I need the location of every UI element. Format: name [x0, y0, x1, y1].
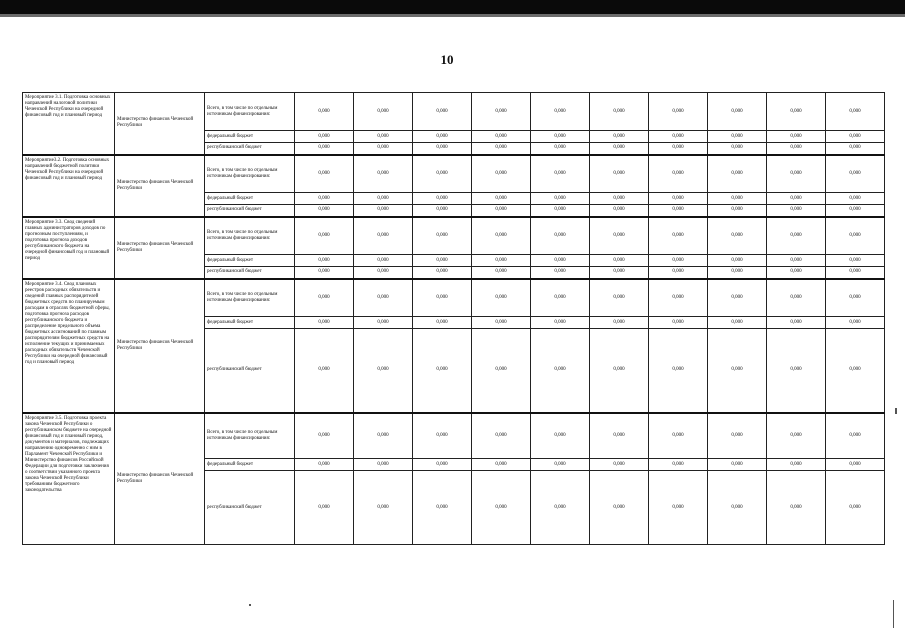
amount-cell: 0,000 — [295, 267, 354, 279]
amount-cell: 0,000 — [354, 131, 413, 143]
amount-cell: 0,000 — [472, 205, 531, 217]
amount-cell: 0,000 — [708, 131, 767, 143]
amount-cell: 0,000 — [295, 193, 354, 205]
amount-cell: 0,000 — [590, 193, 649, 205]
amount-cell: 0,000 — [531, 459, 590, 471]
funding-source-cell: федеральный бюджет — [205, 193, 295, 205]
activity-cell: Мероприятие3.2. Подготовка основных направлений бюджетной политики Чеченской Республики на очередной финансовый год и плановый период — [23, 155, 115, 217]
amount-cell: 0,000 — [826, 459, 885, 471]
amount-cell: 0,000 — [590, 317, 649, 329]
amount-cell: 0,000 — [826, 279, 885, 317]
activity-cell: Мероприятие 3.1. Подготовка основных направлений налоговой политики Чеченской Республики на очередной финансовый год и плановый период — [23, 93, 115, 155]
amount-cell: 0,000 — [354, 279, 413, 317]
funding-source-cell: Всего, в том числе по отдельным источникам финансирования: — [205, 279, 295, 317]
amount-cell: 0,000 — [354, 217, 413, 255]
amount-cell: 0,000 — [531, 93, 590, 131]
amount-cell: 0,000 — [472, 193, 531, 205]
funding-source-cell: республиканский бюджет — [205, 329, 295, 413]
amount-cell: 0,000 — [413, 93, 472, 131]
amount-cell: 0,000 — [413, 255, 472, 267]
amount-cell: 0,000 — [708, 459, 767, 471]
activity-cell: Мероприятие 3.4. Свод плановых реестров расходных обязательств и сведений главных распорядителей бюджетных средств по планируемым расходам в отраслях бюджетной сферы, подготовка прогноза расходов республиканского бюджета и распределение предельного объема бюджетных ассигнований по главным распорядителям бюджетных средств на исполнение текущих и принимаемых расходных обязательств Чеченской Республики на очередной финансовый год и плановый период — [23, 279, 115, 413]
amount-cell: 0,000 — [767, 279, 826, 317]
amount-cell: 0,000 — [413, 217, 472, 255]
amount-cell: 0,000 — [531, 267, 590, 279]
amount-cell: 0,000 — [649, 93, 708, 131]
amount-cell: 0,000 — [826, 143, 885, 155]
amount-cell: 0,000 — [531, 255, 590, 267]
executor-cell: Министерство финансов Чеченской Республики — [115, 155, 205, 217]
funding-source-cell: Всего, в том числе по отдельным источникам финансирования: — [205, 155, 295, 193]
amount-cell: 0,000 — [354, 329, 413, 413]
amount-cell: 0,000 — [295, 459, 354, 471]
amount-cell: 0,000 — [295, 143, 354, 155]
table-row — [23, 155, 885, 193]
amount-cell: 0,000 — [354, 317, 413, 329]
amount-cell: 0,000 — [767, 217, 826, 255]
table-row — [23, 93, 885, 131]
funding-source-cell: Всего, в том числе по отдельным источникам финансирования: — [205, 217, 295, 255]
amount-cell: 0,000 — [295, 255, 354, 267]
amount-cell: 0,000 — [590, 205, 649, 217]
funding-source-cell: республиканский бюджет — [205, 471, 295, 545]
amount-cell: 0,000 — [531, 329, 590, 413]
scan-speck — [893, 600, 894, 628]
amount-cell: 0,000 — [413, 267, 472, 279]
funding-source-cell: Всего, в том числе по отдельным источникам финансирования: — [205, 93, 295, 131]
amount-cell: 0,000 — [472, 131, 531, 143]
amount-cell: 0,000 — [295, 131, 354, 143]
scan-speck — [249, 604, 251, 606]
amount-cell: 0,000 — [708, 413, 767, 459]
amount-cell: 0,000 — [767, 471, 826, 545]
amount-cell: 0,000 — [649, 413, 708, 459]
amount-cell: 0,000 — [590, 131, 649, 143]
amount-cell: 0,000 — [590, 279, 649, 317]
amount-cell: 0,000 — [354, 155, 413, 193]
table-row — [23, 413, 885, 459]
amount-cell: 0,000 — [531, 193, 590, 205]
amount-cell: 0,000 — [354, 267, 413, 279]
amount-cell: 0,000 — [354, 193, 413, 205]
amount-cell: 0,000 — [472, 329, 531, 413]
amount-cell: 0,000 — [295, 329, 354, 413]
table-row — [23, 279, 885, 317]
amount-cell: 0,000 — [826, 255, 885, 267]
amount-cell: 0,000 — [767, 193, 826, 205]
amount-cell: 0,000 — [649, 329, 708, 413]
activity-cell: Мероприятие 3.3. Свод сведений главных администраторов доходов по прогнозным поступлениям, и подготовка прогноза доходов республиканского бюджета на очередной финансовый год и плановый период — [23, 217, 115, 279]
amount-cell: 0,000 — [413, 413, 472, 459]
amount-cell: 0,000 — [767, 143, 826, 155]
amount-cell: 0,000 — [826, 205, 885, 217]
amount-cell: 0,000 — [531, 279, 590, 317]
amount-cell: 0,000 — [767, 413, 826, 459]
amount-cell: 0,000 — [708, 267, 767, 279]
amount-cell: 0,000 — [767, 93, 826, 131]
amount-cell: 0,000 — [767, 255, 826, 267]
executor-cell: Министерство финансов Чеченской Республики — [115, 217, 205, 279]
amount-cell: 0,000 — [590, 329, 649, 413]
amount-cell: 0,000 — [767, 155, 826, 193]
executor-cell: Министерство финансов Чеченской Республики — [115, 413, 205, 545]
table-row — [23, 217, 885, 255]
scan-top-border — [0, 0, 905, 14]
amount-cell: 0,000 — [708, 155, 767, 193]
amount-cell: 0,000 — [472, 317, 531, 329]
amount-cell: 0,000 — [472, 217, 531, 255]
amount-cell: 0,000 — [649, 131, 708, 143]
amount-cell: 0,000 — [531, 143, 590, 155]
amount-cell: 0,000 — [354, 413, 413, 459]
scan-speck — [895, 408, 897, 414]
amount-cell: 0,000 — [767, 131, 826, 143]
amount-cell: 0,000 — [295, 471, 354, 545]
amount-cell: 0,000 — [413, 193, 472, 205]
amount-cell: 0,000 — [354, 459, 413, 471]
amount-cell: 0,000 — [472, 255, 531, 267]
funding-table — [22, 92, 885, 545]
amount-cell: 0,000 — [590, 471, 649, 545]
amount-cell: 0,000 — [590, 267, 649, 279]
amount-cell: 0,000 — [354, 255, 413, 267]
amount-cell: 0,000 — [767, 205, 826, 217]
funding-source-cell: федеральный бюджет — [205, 131, 295, 143]
amount-cell: 0,000 — [649, 217, 708, 255]
amount-cell: 0,000 — [295, 205, 354, 217]
funding-source-cell: федеральный бюджет — [205, 317, 295, 329]
amount-cell: 0,000 — [826, 413, 885, 459]
amount-cell: 0,000 — [590, 413, 649, 459]
amount-cell: 0,000 — [413, 459, 472, 471]
amount-cell: 0,000 — [826, 217, 885, 255]
amount-cell: 0,000 — [708, 93, 767, 131]
amount-cell: 0,000 — [531, 205, 590, 217]
amount-cell: 0,000 — [531, 317, 590, 329]
amount-cell: 0,000 — [649, 155, 708, 193]
amount-cell: 0,000 — [826, 93, 885, 131]
amount-cell: 0,000 — [708, 143, 767, 155]
amount-cell: 0,000 — [826, 193, 885, 205]
amount-cell: 0,000 — [413, 155, 472, 193]
amount-cell: 0,000 — [708, 279, 767, 317]
amount-cell: 0,000 — [826, 329, 885, 413]
amount-cell: 0,000 — [590, 93, 649, 131]
amount-cell: 0,000 — [413, 143, 472, 155]
funding-source-cell: федеральный бюджет — [205, 459, 295, 471]
page-number: 10 — [440, 52, 454, 67]
amount-cell: 0,000 — [354, 471, 413, 545]
amount-cell: 0,000 — [826, 471, 885, 545]
amount-cell: 0,000 — [295, 317, 354, 329]
funding-source-cell: федеральный бюджет — [205, 255, 295, 267]
amount-cell: 0,000 — [590, 459, 649, 471]
amount-cell: 0,000 — [649, 255, 708, 267]
amount-cell: 0,000 — [531, 413, 590, 459]
amount-cell: 0,000 — [472, 279, 531, 317]
amount-cell: 0,000 — [826, 155, 885, 193]
amount-cell: 0,000 — [472, 143, 531, 155]
amount-cell: 0,000 — [472, 267, 531, 279]
amount-cell: 0,000 — [354, 93, 413, 131]
amount-cell: 0,000 — [708, 329, 767, 413]
amount-cell: 0,000 — [354, 143, 413, 155]
amount-cell: 0,000 — [708, 317, 767, 329]
amount-cell: 0,000 — [590, 217, 649, 255]
amount-cell: 0,000 — [413, 131, 472, 143]
amount-cell: 0,000 — [531, 217, 590, 255]
funding-source-cell: Всего, в том числе по отдельным источникам финансирования: — [205, 413, 295, 459]
activity-cell: Мероприятие 3.5. Подготовка проекта закона Чеченской Республики о республиканском бюджете на очередной финансовый год и плановый период, документов и материалов, подлежащих направлению одновременно с ним в Парламент Чеченской Республики и Министерство финансов Российской Федерации для подготовки заключения о соответствии указанного проекта закона Чеченской Республики требованиям бюджетного законодательства — [23, 413, 115, 545]
amount-cell: 0,000 — [531, 471, 590, 545]
amount-cell: 0,000 — [649, 279, 708, 317]
funding-source-cell: республиканский бюджет — [205, 205, 295, 217]
amount-cell: 0,000 — [826, 317, 885, 329]
amount-cell: 0,000 — [295, 413, 354, 459]
amount-cell: 0,000 — [649, 267, 708, 279]
amount-cell: 0,000 — [590, 143, 649, 155]
amount-cell: 0,000 — [472, 471, 531, 545]
amount-cell: 0,000 — [649, 459, 708, 471]
amount-cell: 0,000 — [649, 317, 708, 329]
amount-cell: 0,000 — [708, 193, 767, 205]
amount-cell: 0,000 — [767, 267, 826, 279]
amount-cell: 0,000 — [295, 279, 354, 317]
amount-cell: 0,000 — [354, 205, 413, 217]
amount-cell: 0,000 — [295, 217, 354, 255]
amount-cell: 0,000 — [295, 93, 354, 131]
amount-cell: 0,000 — [708, 217, 767, 255]
funding-source-cell: республиканский бюджет — [205, 267, 295, 279]
amount-cell: 0,000 — [826, 267, 885, 279]
amount-cell: 0,000 — [826, 131, 885, 143]
amount-cell: 0,000 — [649, 143, 708, 155]
amount-cell: 0,000 — [590, 255, 649, 267]
amount-cell: 0,000 — [767, 317, 826, 329]
amount-cell: 0,000 — [649, 471, 708, 545]
amount-cell: 0,000 — [708, 471, 767, 545]
amount-cell: 0,000 — [472, 459, 531, 471]
amount-cell: 0,000 — [472, 155, 531, 193]
amount-cell: 0,000 — [413, 329, 472, 413]
executor-cell: Министерство финансов Чеченской Республики — [115, 93, 205, 155]
amount-cell: 0,000 — [413, 471, 472, 545]
amount-cell: 0,000 — [649, 193, 708, 205]
amount-cell: 0,000 — [472, 413, 531, 459]
amount-cell: 0,000 — [531, 131, 590, 143]
amount-cell: 0,000 — [767, 329, 826, 413]
amount-cell: 0,000 — [413, 317, 472, 329]
amount-cell: 0,000 — [649, 205, 708, 217]
amount-cell: 0,000 — [531, 155, 590, 193]
amount-cell: 0,000 — [413, 205, 472, 217]
amount-cell: 0,000 — [590, 155, 649, 193]
amount-cell: 0,000 — [295, 155, 354, 193]
amount-cell: 0,000 — [472, 93, 531, 131]
executor-cell: Министерство финансов Чеченской Республики — [115, 279, 205, 413]
amount-cell: 0,000 — [708, 255, 767, 267]
amount-cell: 0,000 — [767, 459, 826, 471]
amount-cell: 0,000 — [413, 279, 472, 317]
scan-top-shadow — [0, 14, 905, 17]
funding-source-cell: республиканский бюджет — [205, 143, 295, 155]
amount-cell: 0,000 — [708, 205, 767, 217]
